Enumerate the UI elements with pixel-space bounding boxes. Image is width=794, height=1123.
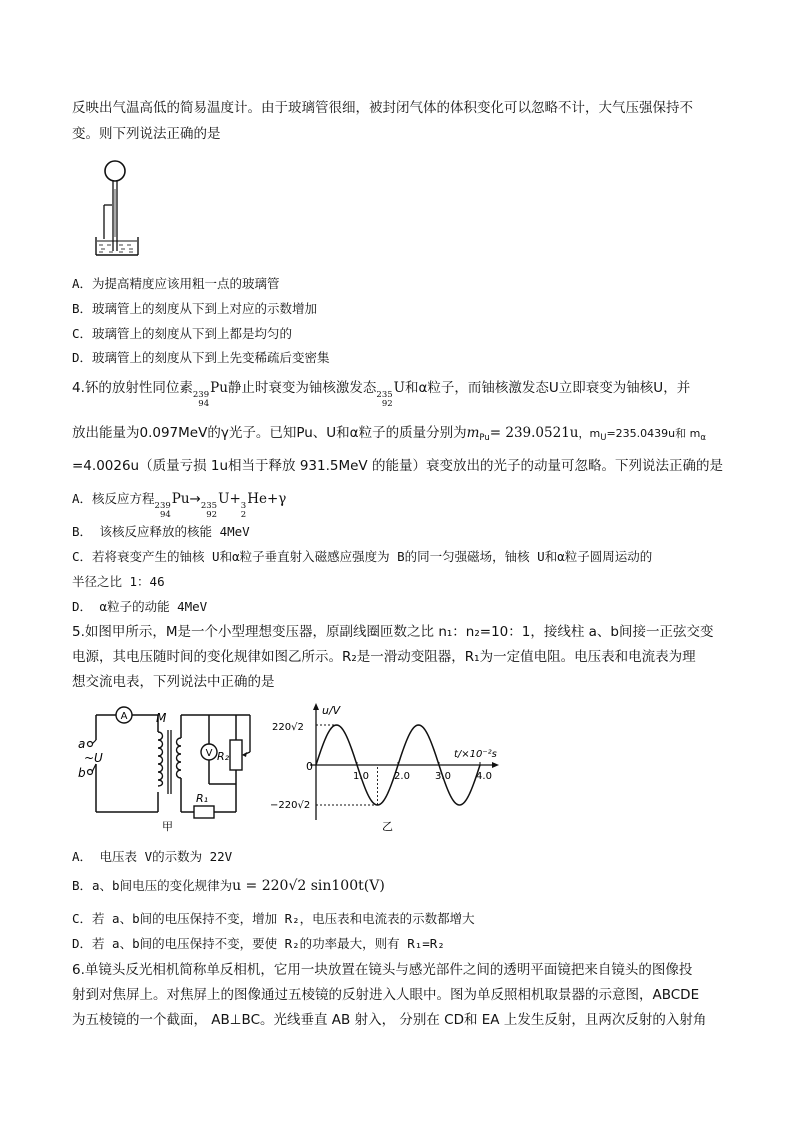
q5-line-2: 电源，其电压随时间的变化规律如图乙所示。R₂是一滑动变阻器，R₁为一定值电阻。电压表和电流表为理	[72, 649, 696, 665]
u-symbol: U	[393, 380, 406, 396]
q4-option-d: D． α粒子的动能 4MeV	[72, 599, 208, 614]
q5-opt-b-pre: B．a、b间电压的变化规律为	[72, 878, 233, 893]
q4-l2-pre: 放出能量为0.097MeV的γ光子。已知Pu、U和α粒子的质量分别为	[72, 425, 467, 441]
q5-opt-b-equation: u = 220√2 sin100t(V)	[232, 878, 385, 894]
x-tick-label: 4.0	[476, 771, 492, 782]
u-mass-eq: 235	[200, 501, 218, 511]
q6-line-3: 为五棱镜的一个截面， AB⊥BC。光线垂直 AB 射入， 分别在 CD和 EA 上发生反射，且两次反射的入射角	[72, 1012, 707, 1028]
he-isotope	[241, 502, 246, 520]
r1-label: R₁	[196, 792, 209, 805]
m-u: ，m	[578, 427, 601, 440]
ymin-label: −220√2	[270, 800, 311, 811]
y-axis-label: u/V	[322, 704, 341, 717]
m-pu: m	[466, 425, 480, 441]
ymax-label: 220√2	[272, 722, 304, 733]
he-gamma: He+γ	[247, 491, 287, 507]
q4-line-1	[72, 379, 690, 409]
m-u-value: =235.0439u和 m	[606, 427, 701, 440]
u-mass: 235	[376, 390, 393, 400]
m-pu-sub: Pu	[479, 433, 490, 443]
q4-option-c-line1: C．若将衰变产生的铀核 U和α粒子垂直射入磁感应强度为 B的同一匀强磁场，铀核 U和α粒子圆周运动的	[72, 549, 653, 564]
q4-line-2	[72, 424, 706, 447]
m-pu-value: = 239.0521u	[489, 425, 579, 441]
voltage-graph	[270, 702, 510, 832]
source-label: ~U	[84, 751, 103, 765]
pu-isotope-eq	[155, 502, 171, 520]
secondary-coil	[177, 738, 182, 778]
q4-option-c-line2: 半径之比 1：46	[72, 574, 165, 589]
primary-coil	[158, 732, 163, 786]
transformer-label: M	[156, 711, 167, 725]
q3-option-b: B．玻璃管上的刻度从下到上对应的示数增加	[72, 301, 318, 316]
q5-option-c: C．若 a、b间的电压保持不变，增加 R₂，电压表和电流表的示数都增大	[72, 911, 475, 926]
terminal-a: a	[78, 737, 86, 751]
q3-option-d: D．玻璃管上的刻度从下到上先变稀疏后变密集	[72, 350, 330, 365]
he-z: 2	[240, 510, 247, 520]
q4-option-a	[72, 490, 286, 520]
q6-line-1: 6.单镜头反光相机简称单反相机，它用一块放置在镜头与感光部件之间的透明平面镜把来自镜头的图像投	[72, 962, 693, 978]
pu-isotope	[193, 391, 209, 409]
u-isotope-eq	[201, 502, 217, 520]
intro-line-1: 反映出气温高低的简易温度计。由于玻璃管很细，被封闭气体的体积变化可以忽略不计，大气压强保持不	[72, 100, 693, 116]
q4-l1-post: 和α粒子，而铀核激发态U立即衰变为铀核U，并	[405, 380, 691, 396]
he-mass: 3	[240, 501, 247, 511]
q4-l1-mid: 静止时衰变为铀核激发态	[227, 380, 377, 396]
q3-option-c: C．玻璃管上的刻度从下到上都是均匀的	[72, 326, 293, 341]
circuit-caption: 甲	[162, 820, 173, 832]
x-tick-label: 1.0	[353, 771, 369, 782]
m-alpha-sub: α	[700, 433, 706, 443]
pu-symbol: Pu	[210, 380, 228, 396]
graph-caption: 乙	[382, 820, 393, 832]
terminal-b: b	[78, 766, 86, 780]
q3-option-a: A．为提高精度应该用粗一点的玻璃管	[72, 276, 280, 291]
x-tick-label: 2.0	[394, 771, 410, 782]
origin-label: 0	[306, 760, 313, 773]
u-z-eq: 92	[206, 510, 218, 520]
q5-option-b	[72, 877, 385, 895]
thermometer-figure	[88, 155, 168, 265]
x-axis-label: t/×10⁻²s	[454, 749, 497, 760]
circuit-diagram	[76, 702, 266, 832]
pu-mass: 239	[192, 390, 210, 400]
pu-mass-eq: 239	[154, 501, 171, 511]
u-isotope	[376, 391, 392, 409]
ammeter-label: A	[120, 711, 128, 722]
q5-option-d: D．若 a、b间的电压保持不变，要使 R₂的功率最大，则有 R₁=R₂	[72, 936, 445, 951]
bulb	[105, 161, 125, 181]
q5-line-3: 想交流电表，下列说法中正确的是	[72, 674, 275, 690]
u-z: 92	[381, 399, 393, 409]
u-plus: U+	[218, 491, 241, 507]
reaction-arrow: →	[189, 491, 201, 507]
x-tick-label: 3.0	[435, 771, 451, 782]
voltmeter-label: V	[205, 748, 213, 759]
q6-line-2: 射到对焦屏上。对焦屏上的图像通过五棱镜的反射进入人眼中。图为单反照相机取景器的示意图，ABCDE	[72, 987, 700, 1003]
resistor-r1	[194, 806, 214, 818]
m-u-sub: U	[600, 433, 607, 443]
q4-line-3: =4.0026u（质量亏损 1u相当于释放 931.5MeV 的能量）衰变放出的光子的动量可忽略。下列说法正确的是	[72, 458, 723, 474]
q5-option-a: A． 电压表 V的示数为 22V	[72, 849, 233, 864]
pu-z: 94	[198, 399, 210, 409]
q5-line-1: 5.如图甲所示，M是一个小型理想变压器，原副线圈匝数之比 n₁：n₂=10：1，接线柱 a、b间接一正弦交变	[72, 624, 714, 640]
q4-l1-pre: 4.钚的放射性同位素	[72, 380, 193, 396]
r2-label: R₂	[217, 750, 230, 763]
rheostat-r2	[230, 740, 242, 770]
pu-z-eq: 94	[159, 510, 171, 520]
q4-opt-a-pre: A．核反应方程	[72, 491, 155, 506]
q4-option-b: B． 该核反应释放的核能 4MeV	[72, 524, 250, 539]
pu-symbol-eq: Pu	[171, 491, 190, 507]
intro-line-2: 变。则下列说法正确的是	[72, 126, 221, 142]
